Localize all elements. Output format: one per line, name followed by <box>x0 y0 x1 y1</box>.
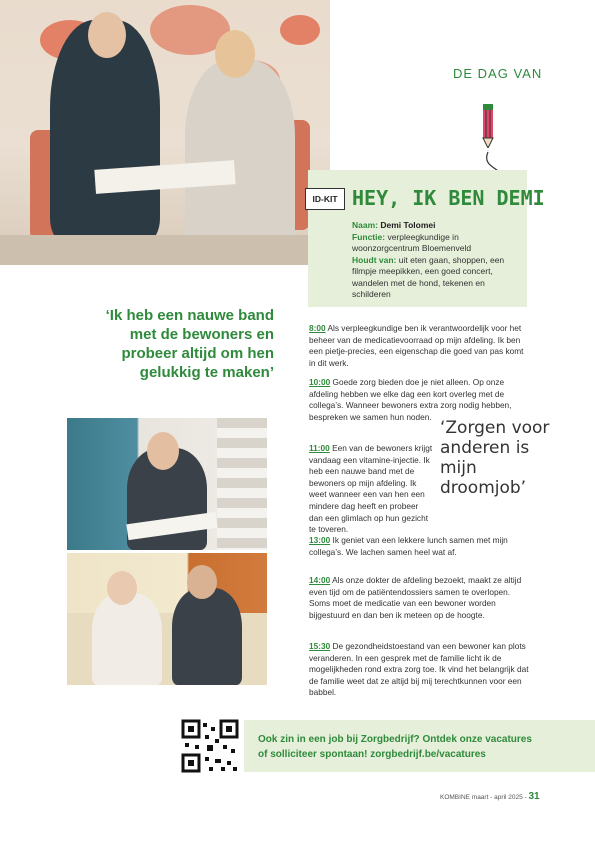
section-tag: DE DAG VAN <box>453 66 543 81</box>
timeline-entry: 14:00 Als onze dokter de afdeling bezoekt, maakt ze altijd even tijd om de patiëntendossiers samen te overlopen. Soms moet de medicatie van een bewoner worden bijgestuurd en dan ben ik meteen op de hoogte. <box>309 575 522 620</box>
id-field-name: Naam: Demi Tolomei <box>352 220 436 230</box>
photo-nurse-medication <box>67 418 267 550</box>
top-photo-nurses <box>0 0 330 265</box>
id-card-fields <box>352 220 524 301</box>
timeline-entry: 10:00 Goede zorg bieden doe je niet alleen. Op onze afdeling hebben we elke dag een kort overleg met de collega’s. Wanneer bewoners extra zorg nodig hebben, bespreken we samen hun noden. <box>309 377 512 422</box>
timeline-entry: 8:00 Als verpleegkundige ben ik verantwoordelijk voor het beheer van de medicatievoorraad op mijn afdeling. Ik ben een pietje-precies, een eigenschap die goed van pas komt in dit werk. <box>309 323 524 368</box>
id-card-heading: HEY, IK BEN DEMI <box>352 186 545 210</box>
pull-quote-left: ‘Ik heb een nauwe band met de bewoners en probeer altijd om hen gelukkig te maken’ <box>105 307 274 381</box>
qr-code-icon[interactable] <box>179 717 241 775</box>
timeline-entry: 13:00 Ik geniet van een lekkere lunch samen met mijn collega’s. We lachen samen heel wat af. <box>309 535 508 557</box>
pencil-icon <box>480 104 496 148</box>
cta-text <box>258 732 588 762</box>
cta-link[interactable]: zorgbedrijf.be/vacatures <box>370 749 486 760</box>
footer-magazine: KOMBINE maart - april 2025 - <box>440 794 529 801</box>
id-field-likes: Houdt van: uit eten gaan, shoppen, een filmpje meepikken, een goed concert, wandelen met de hond, tekenen en schilderen <box>352 254 505 299</box>
pull-quote-right: ‘Zorgen voor anderen is mijn droomjob’ <box>440 418 550 498</box>
timeline-entry: 11:00 Een van de bewoners krijgt vandaag een vitamine-injectie. Ik heb een nauwe band met de bewoners op mijn afdeling. Ik weet wanneer een van hen een mindere dag heeft en probeer dan een glimlach op hun gezicht te toveren. <box>309 443 433 535</box>
timeline-entry: 15:30 De gezondheidstoestand van een bewoner kan plots veranderen. In een gesprek met de familie licht ik de mogelijkheden rond extra zorg toe. Ik vind het belangrijk dat de familie weet dat ze altijd bij mij terechtkunnen voor een babbel. <box>309 641 529 698</box>
cta-line2: of solliciteer spontaan! zorgbedrijf.be/vacatures <box>258 749 486 760</box>
id-kit-badge: ID-KIT <box>305 188 345 210</box>
id-field-function: Functie: verpleegkundige in woonzorgcentrum Bloemenveld <box>352 231 472 253</box>
cta-line1: Ook zin in een job bij Zorgbedrijf? Ontdek onze vacatures <box>258 734 532 745</box>
page-number: 31 <box>528 791 540 802</box>
page-footer <box>440 791 540 802</box>
photo-nurse-resident <box>67 553 267 685</box>
